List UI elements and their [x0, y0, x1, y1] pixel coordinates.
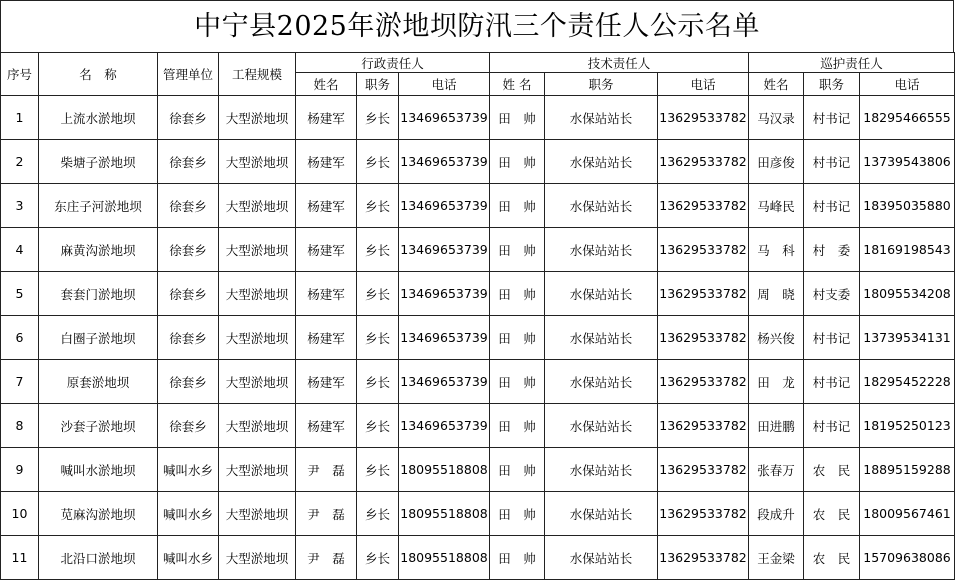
cell-patrol-role: 农 民 — [804, 448, 860, 492]
cell-scale: 大型淤地坝 — [219, 492, 296, 536]
header-patrol-group: 巡护责任人 — [749, 53, 955, 73]
cell-scale: 大型淤地坝 — [219, 184, 296, 228]
cell-seq: 3 — [1, 184, 39, 228]
cell-patrol-name: 段成升 — [749, 492, 804, 536]
cell-admin-name: 尹 磊 — [296, 536, 357, 580]
cell-patrol-role: 村支委 — [804, 272, 860, 316]
cell-dam-name: 北沿口淤地坝 — [39, 536, 158, 580]
table-row — [1, 360, 955, 404]
cell-tech-phone: 13629533782 — [658, 404, 749, 448]
cell-tech-name: 田 帅 — [490, 536, 545, 580]
cell-admin-role: 乡长 — [357, 404, 399, 448]
cell-unit: 徐套乡 — [158, 272, 219, 316]
header-admin-role: 职务 — [357, 73, 399, 96]
cell-unit: 徐套乡 — [158, 404, 219, 448]
cell-admin-name: 杨建军 — [296, 272, 357, 316]
cell-admin-phone: 13469653739 — [399, 316, 490, 360]
cell-tech-role: 水保站站长 — [545, 140, 658, 184]
cell-admin-role: 乡长 — [357, 228, 399, 272]
table-row — [1, 536, 955, 580]
cell-patrol-role: 村书记 — [804, 404, 860, 448]
cell-admin-role: 乡长 — [357, 184, 399, 228]
table-row — [1, 272, 955, 316]
cell-tech-phone: 13629533782 — [658, 96, 749, 140]
cell-admin-role: 乡长 — [357, 360, 399, 404]
cell-patrol-name: 田彦俊 — [749, 140, 804, 184]
cell-patrol-phone: 15709638086 — [860, 536, 955, 580]
cell-admin-name: 杨建军 — [296, 316, 357, 360]
cell-admin-phone: 13469653739 — [399, 96, 490, 140]
header-admin-phone: 电话 — [399, 73, 490, 96]
cell-admin-role: 乡长 — [357, 448, 399, 492]
cell-admin-role: 乡长 — [357, 272, 399, 316]
cell-tech-role: 水保站站长 — [545, 96, 658, 140]
cell-patrol-name: 周 晓 — [749, 272, 804, 316]
cell-dam-name: 上流水淤地坝 — [39, 96, 158, 140]
cell-scale: 大型淤地坝 — [219, 536, 296, 580]
cell-tech-role: 水保站站长 — [545, 272, 658, 316]
cell-seq: 11 — [1, 536, 39, 580]
cell-admin-name: 尹 磊 — [296, 492, 357, 536]
cell-unit: 徐套乡 — [158, 316, 219, 360]
header-tech-group: 技术责任人 — [490, 53, 749, 73]
header-tech-name: 姓 名 — [490, 73, 545, 96]
cell-seq: 6 — [1, 316, 39, 360]
cell-admin-name: 尹 磊 — [296, 448, 357, 492]
cell-tech-role: 水保站站长 — [545, 448, 658, 492]
cell-scale: 大型淤地坝 — [219, 404, 296, 448]
cell-patrol-name: 杨兴俊 — [749, 316, 804, 360]
cell-tech-name: 田 帅 — [490, 140, 545, 184]
cell-tech-phone: 13629533782 — [658, 492, 749, 536]
header-admin-group: 行政责任人 — [296, 53, 490, 73]
cell-seq: 9 — [1, 448, 39, 492]
responsibility-table — [0, 52, 955, 580]
cell-scale: 大型淤地坝 — [219, 316, 296, 360]
cell-tech-role: 水保站站长 — [545, 228, 658, 272]
cell-tech-role: 水保站站长 — [545, 536, 658, 580]
cell-seq: 2 — [1, 140, 39, 184]
header-tech-phone: 电话 — [658, 73, 749, 96]
cell-admin-role: 乡长 — [357, 492, 399, 536]
cell-scale: 大型淤地坝 — [219, 272, 296, 316]
cell-patrol-phone: 18295452228 — [860, 360, 955, 404]
cell-dam-name: 白圈子淤地坝 — [39, 316, 158, 360]
cell-admin-name: 杨建军 — [296, 96, 357, 140]
header-patrol-phone: 电话 — [860, 73, 955, 96]
cell-unit: 徐套乡 — [158, 228, 219, 272]
cell-tech-name: 田 帅 — [490, 360, 545, 404]
cell-scale: 大型淤地坝 — [219, 228, 296, 272]
cell-patrol-role: 村书记 — [804, 140, 860, 184]
cell-tech-role: 水保站站长 — [545, 316, 658, 360]
cell-tech-phone: 13629533782 — [658, 536, 749, 580]
cell-patrol-name: 田 龙 — [749, 360, 804, 404]
cell-tech-phone: 13629533782 — [658, 228, 749, 272]
header-row-groups — [1, 53, 955, 73]
table-row — [1, 96, 955, 140]
cell-scale: 大型淤地坝 — [219, 448, 296, 492]
cell-seq: 10 — [1, 492, 39, 536]
cell-admin-phone: 13469653739 — [399, 228, 490, 272]
table-row — [1, 404, 955, 448]
cell-patrol-phone: 18169198543 — [860, 228, 955, 272]
cell-tech-name: 田 帅 — [490, 316, 545, 360]
cell-admin-name: 杨建军 — [296, 360, 357, 404]
table-row — [1, 228, 955, 272]
cell-admin-role: 乡长 — [357, 536, 399, 580]
cell-admin-role: 乡长 — [357, 316, 399, 360]
cell-tech-phone: 13629533782 — [658, 272, 749, 316]
cell-dam-name: 苋麻沟淤地坝 — [39, 492, 158, 536]
cell-tech-name: 田 帅 — [490, 96, 545, 140]
cell-tech-name: 田 帅 — [490, 448, 545, 492]
cell-patrol-role: 村书记 — [804, 316, 860, 360]
cell-tech-role: 水保站站长 — [545, 404, 658, 448]
cell-seq: 7 — [1, 360, 39, 404]
cell-unit: 喊叫水乡 — [158, 492, 219, 536]
cell-unit: 徐套乡 — [158, 360, 219, 404]
cell-patrol-role: 村 委 — [804, 228, 860, 272]
cell-dam-name: 喊叫水淤地坝 — [39, 448, 158, 492]
cell-seq: 1 — [1, 96, 39, 140]
cell-dam-name: 柴塘子淤地坝 — [39, 140, 158, 184]
cell-tech-role: 水保站站长 — [545, 492, 658, 536]
cell-admin-name: 杨建军 — [296, 184, 357, 228]
document-title: 中宁县2025年淤地坝防汛三个责任人公示名单 — [0, 0, 954, 52]
cell-patrol-role: 村书记 — [804, 360, 860, 404]
cell-unit: 喊叫水乡 — [158, 536, 219, 580]
table-row — [1, 448, 955, 492]
cell-patrol-role: 村书记 — [804, 96, 860, 140]
cell-patrol-name: 马 科 — [749, 228, 804, 272]
cell-admin-phone: 13469653739 — [399, 140, 490, 184]
cell-patrol-phone: 18095534208 — [860, 272, 955, 316]
cell-tech-phone: 13629533782 — [658, 316, 749, 360]
cell-patrol-role: 村书记 — [804, 184, 860, 228]
cell-admin-role: 乡长 — [357, 140, 399, 184]
cell-dam-name: 沙套子淤地坝 — [39, 404, 158, 448]
header-patrol-role: 职务 — [804, 73, 860, 96]
cell-seq: 8 — [1, 404, 39, 448]
cell-admin-name: 杨建军 — [296, 140, 357, 184]
cell-admin-phone: 13469653739 — [399, 184, 490, 228]
header-unit: 管理单位 — [158, 53, 219, 96]
cell-tech-phone: 13629533782 — [658, 448, 749, 492]
cell-tech-name: 田 帅 — [490, 184, 545, 228]
cell-tech-phone: 13629533782 — [658, 140, 749, 184]
cell-tech-name: 田 帅 — [490, 272, 545, 316]
header-admin-name: 姓名 — [296, 73, 357, 96]
cell-tech-phone: 13629533782 — [658, 360, 749, 404]
cell-patrol-phone: 13739534131 — [860, 316, 955, 360]
header-tech-role: 职务 — [545, 73, 658, 96]
cell-dam-name: 东庄子河淤地坝 — [39, 184, 158, 228]
cell-tech-name: 田 帅 — [490, 404, 545, 448]
cell-tech-name: 田 帅 — [490, 492, 545, 536]
cell-dam-name: 原套淤地坝 — [39, 360, 158, 404]
cell-patrol-phone: 18895159288 — [860, 448, 955, 492]
cell-patrol-name: 张春万 — [749, 448, 804, 492]
table-row — [1, 140, 955, 184]
cell-patrol-name: 马峰民 — [749, 184, 804, 228]
cell-admin-name: 杨建军 — [296, 404, 357, 448]
header-seq: 序号 — [1, 53, 39, 96]
cell-patrol-name: 王金梁 — [749, 536, 804, 580]
cell-patrol-phone: 18195250123 — [860, 404, 955, 448]
cell-unit: 徐套乡 — [158, 140, 219, 184]
cell-tech-role: 水保站站长 — [545, 184, 658, 228]
cell-admin-phone: 18095518808 — [399, 448, 490, 492]
cell-patrol-phone: 18295466555 — [860, 96, 955, 140]
cell-admin-phone: 18095518808 — [399, 536, 490, 580]
cell-patrol-role: 农 民 — [804, 492, 860, 536]
cell-unit: 徐套乡 — [158, 184, 219, 228]
cell-admin-phone: 13469653739 — [399, 404, 490, 448]
cell-patrol-phone: 13739543806 — [860, 140, 955, 184]
header-scale: 工程规模 — [219, 53, 296, 96]
cell-tech-phone: 13629533782 — [658, 184, 749, 228]
table-row — [1, 492, 955, 536]
cell-seq: 4 — [1, 228, 39, 272]
cell-dam-name: 麻黄沟淤地坝 — [39, 228, 158, 272]
cell-unit: 徐套乡 — [158, 96, 219, 140]
cell-admin-phone: 18095518808 — [399, 492, 490, 536]
cell-patrol-name: 田进鹏 — [749, 404, 804, 448]
cell-unit: 喊叫水乡 — [158, 448, 219, 492]
header-patrol-name: 姓名 — [749, 73, 804, 96]
cell-admin-name: 杨建军 — [296, 228, 357, 272]
table-row — [1, 184, 955, 228]
cell-scale: 大型淤地坝 — [219, 360, 296, 404]
header-name: 名 称 — [39, 53, 158, 96]
cell-tech-name: 田 帅 — [490, 228, 545, 272]
table-row — [1, 316, 955, 360]
cell-patrol-role: 农 民 — [804, 536, 860, 580]
cell-patrol-phone: 18009567461 — [860, 492, 955, 536]
cell-patrol-name: 马汉录 — [749, 96, 804, 140]
cell-admin-phone: 13469653739 — [399, 272, 490, 316]
cell-admin-phone: 13469653739 — [399, 360, 490, 404]
cell-scale: 大型淤地坝 — [219, 140, 296, 184]
cell-tech-role: 水保站站长 — [545, 360, 658, 404]
cell-dam-name: 套套门淤地坝 — [39, 272, 158, 316]
cell-patrol-phone: 18395035880 — [860, 184, 955, 228]
cell-admin-role: 乡长 — [357, 96, 399, 140]
cell-seq: 5 — [1, 272, 39, 316]
cell-scale: 大型淤地坝 — [219, 96, 296, 140]
